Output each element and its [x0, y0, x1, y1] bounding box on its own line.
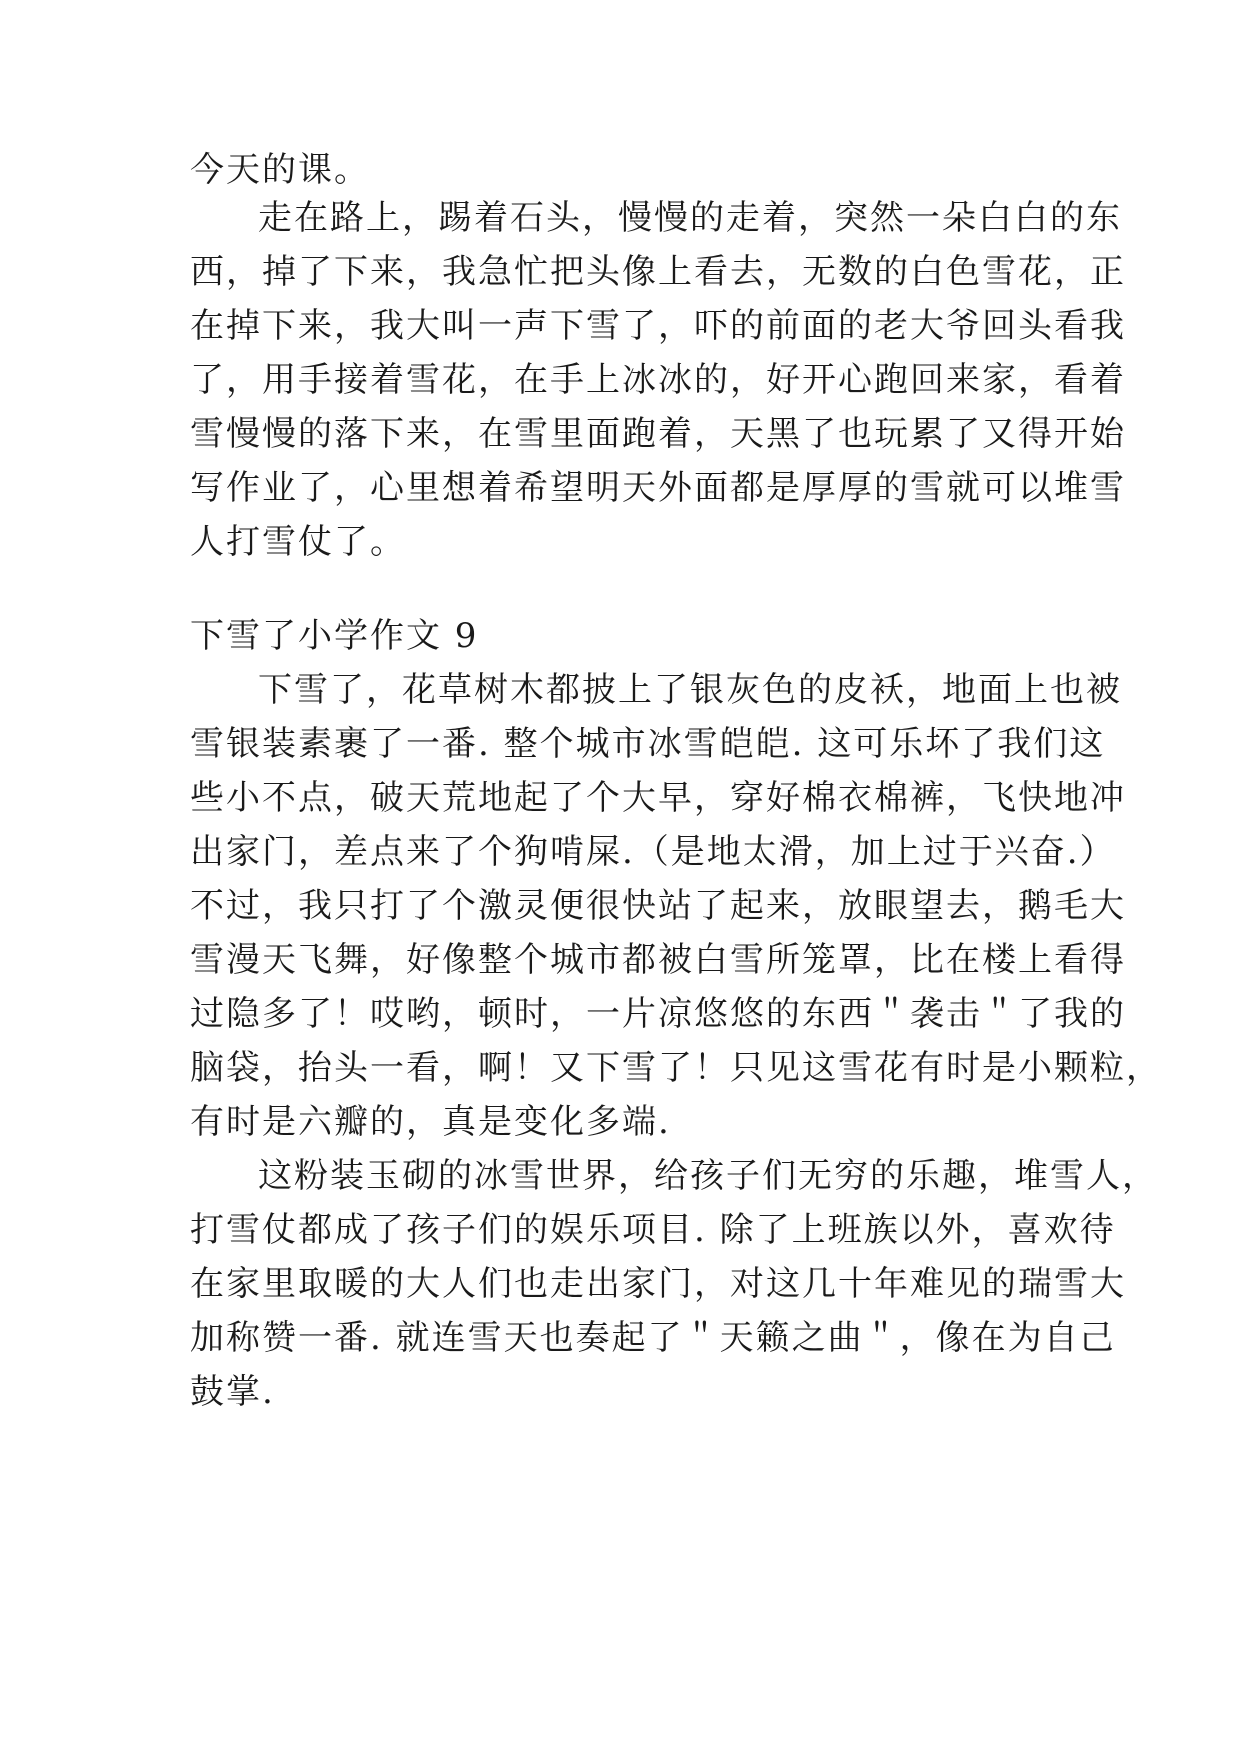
text-line: 脑袋，抬头一看，啊！又下雪了！只见这雪花有时是小颗粒， [190, 1048, 1162, 1088]
section-heading: 下雪了小学作文 9 [190, 616, 479, 656]
text-line: 下雪了，花草树木都披上了银灰色的皮袄，地面上也被 [258, 670, 1122, 710]
text-line: 这粉装玉砌的冰雪世界，给孩子们无穷的乐趣，堆雪人， [258, 1156, 1158, 1196]
text-line: 过隐多了！哎哟，顿时，一片凉悠悠的东西＂袭击＂了我的 [190, 994, 1126, 1034]
text-line: 出家门，差点来了个狗啃屎.（是地太滑，加上过于兴奋.） [190, 832, 1116, 872]
text-line: 在掉下来，我大叫一声下雪了，吓的前面的老大爷回头看我 [190, 306, 1126, 346]
text-line: 些小不点，破天荒地起了个大早，穿好棉衣棉裤，飞快地冲 [190, 778, 1126, 818]
text-line: 写作业了，心里想着希望明天外面都是厚厚的雪就可以堆雪 [190, 468, 1126, 508]
text-line: 今天的课。 [190, 150, 370, 190]
text-line: 西，掉了下来，我急忙把头像上看去，无数的白色雪花，正 [190, 252, 1126, 292]
text-line: 有时是六瓣的，真是变化多端. [190, 1102, 671, 1142]
text-line: 雪漫天飞舞，好像整个城市都被白雪所笼罩，比在楼上看得 [190, 940, 1126, 980]
text-line: 不过，我只打了个激灵便很快站了起来，放眼望去，鹅毛大 [190, 886, 1126, 926]
text-line: 雪银装素裹了一番. 整个城市冰雪皑皑. 这可乐坏了我们这 [190, 724, 1106, 764]
text-line: 人打雪仗了。 [190, 522, 406, 562]
text-line: 了，用手接着雪花，在手上冰冰的，好开心跑回来家，看着 [190, 360, 1126, 400]
text-line: 打雪仗都成了孩子们的娱乐项目. 除了上班族以外，喜欢待 [190, 1210, 1116, 1250]
text-line: 鼓掌. [190, 1372, 275, 1412]
text-line: 在家里取暖的大人们也走出家门，对这几十年难见的瑞雪大 [190, 1264, 1126, 1304]
text-line: 加称赞一番. 就连雪天也奏起了＂天籁之曲＂，像在为自己 [190, 1318, 1116, 1358]
text-line: 雪慢慢的落下来，在雪里面跑着，天黑了也玩累了又得开始 [190, 414, 1126, 454]
text-line: 走在路上，踢着石头，慢慢的走着，突然一朵白白的东 [258, 198, 1122, 238]
